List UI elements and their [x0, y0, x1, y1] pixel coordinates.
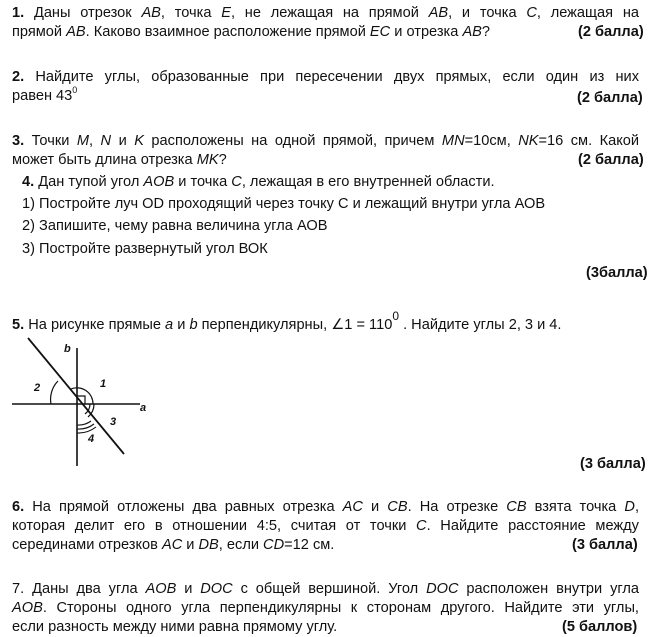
label-2: 2 — [34, 382, 41, 394]
problem-5-line-1: 5. На рисунке прямые a и b перпендикулярны, ∠1 = $110^0$ . Найдите углы 2, 3 и 4. — [12, 309, 562, 333]
problem-6-points: (3 балла) — [572, 537, 638, 553]
oblique-line — [28, 338, 124, 454]
problem-6-line-2: которая делит его в отношении 4:5, считая от точки C. Найдите расстояние между — [12, 518, 639, 534]
problem-3-points: (2 балла) — [578, 152, 644, 168]
label-3: 3 — [110, 416, 117, 428]
angle-4-arc — [77, 421, 91, 425]
problem-6-line-1: 6. На прямой отложены два равных отрезка AC и CB. На отрезке CB взята точка D, — [12, 499, 639, 515]
problem-1-points: (2 балла) — [578, 24, 644, 40]
problem-2-number: 2. — [12, 69, 25, 85]
problem-7-points: (5 баллов) — [562, 619, 638, 635]
problem-1-line-2: прямой AB. Каково взаимное расположение прямой EC и отрезка AB? — [12, 24, 491, 40]
label-4: 4 — [88, 433, 95, 445]
problem-6-number: 6. — [12, 499, 25, 515]
problem-7-line-1: 7. Даны два угла AOB и DOC с общей вершиной. Угол DOC расположен внутри угла — [12, 581, 639, 597]
problem-4-number: 4. — [22, 174, 35, 190]
problem-2-points: (2 балла) — [577, 90, 643, 106]
angle-1-value: ∠1 = 110 — [331, 317, 393, 333]
label-1: 1 — [100, 378, 107, 390]
problem-3-line-2: может быть длина отрезка MK? — [12, 152, 227, 168]
problem-7-number: 7. — [12, 581, 25, 597]
problem-7-line-3: если разность между ними равна прямому углу. — [12, 619, 338, 635]
problem-4-points: (3балла) — [586, 265, 648, 281]
problem-1-line-1: 1. Даны отрезок AB, точка E, не лежащая на прямой AB, и точка C, лежащая на — [12, 5, 639, 21]
label-a: a — [140, 402, 147, 414]
problem-6-line-3: серединами отрезков AC и DB, если CD=12 см. — [12, 537, 335, 553]
problem-7-line-2: AOB. Стороны одного угла перпендикулярны к сторонам другого. Найдите эти углы, — [12, 600, 639, 616]
problem-2-line-2: равен $43^0$ — [12, 85, 78, 104]
problem-4-line-1: 4. Дан тупой угол AOB и точка C, лежащая в его внутренней области. — [22, 174, 495, 190]
problem-4-item-1: 1) Постройте луч OD проходящий через точку С и лежащий внутри угла АОВ — [22, 196, 546, 212]
problem-4-item-3: 3) Постройте развернутый угол ВОК — [22, 241, 268, 257]
problem-2-line-1: 2. Найдите углы, образованные при пересечении двух прямых, если один из них — [12, 69, 639, 85]
problem-3-line-1: 3. Точки M, N и K расположены на одной прямой, причем MN=10см, NK=16 см. Какой — [12, 133, 640, 149]
angle-2-arc — [51, 381, 58, 404]
problem-5-points: (3 балла) — [580, 456, 646, 472]
problem-5-number: 5. — [12, 317, 25, 333]
problem-1-number: 1. — [12, 5, 25, 21]
problem-3-number: 3. — [12, 133, 25, 149]
perpendicular-lines-figure — [0, 330, 170, 470]
label-b: b — [64, 343, 71, 355]
problem-4-item-2: 2) Запишите, чему равна величина угла АОВ — [22, 218, 328, 234]
